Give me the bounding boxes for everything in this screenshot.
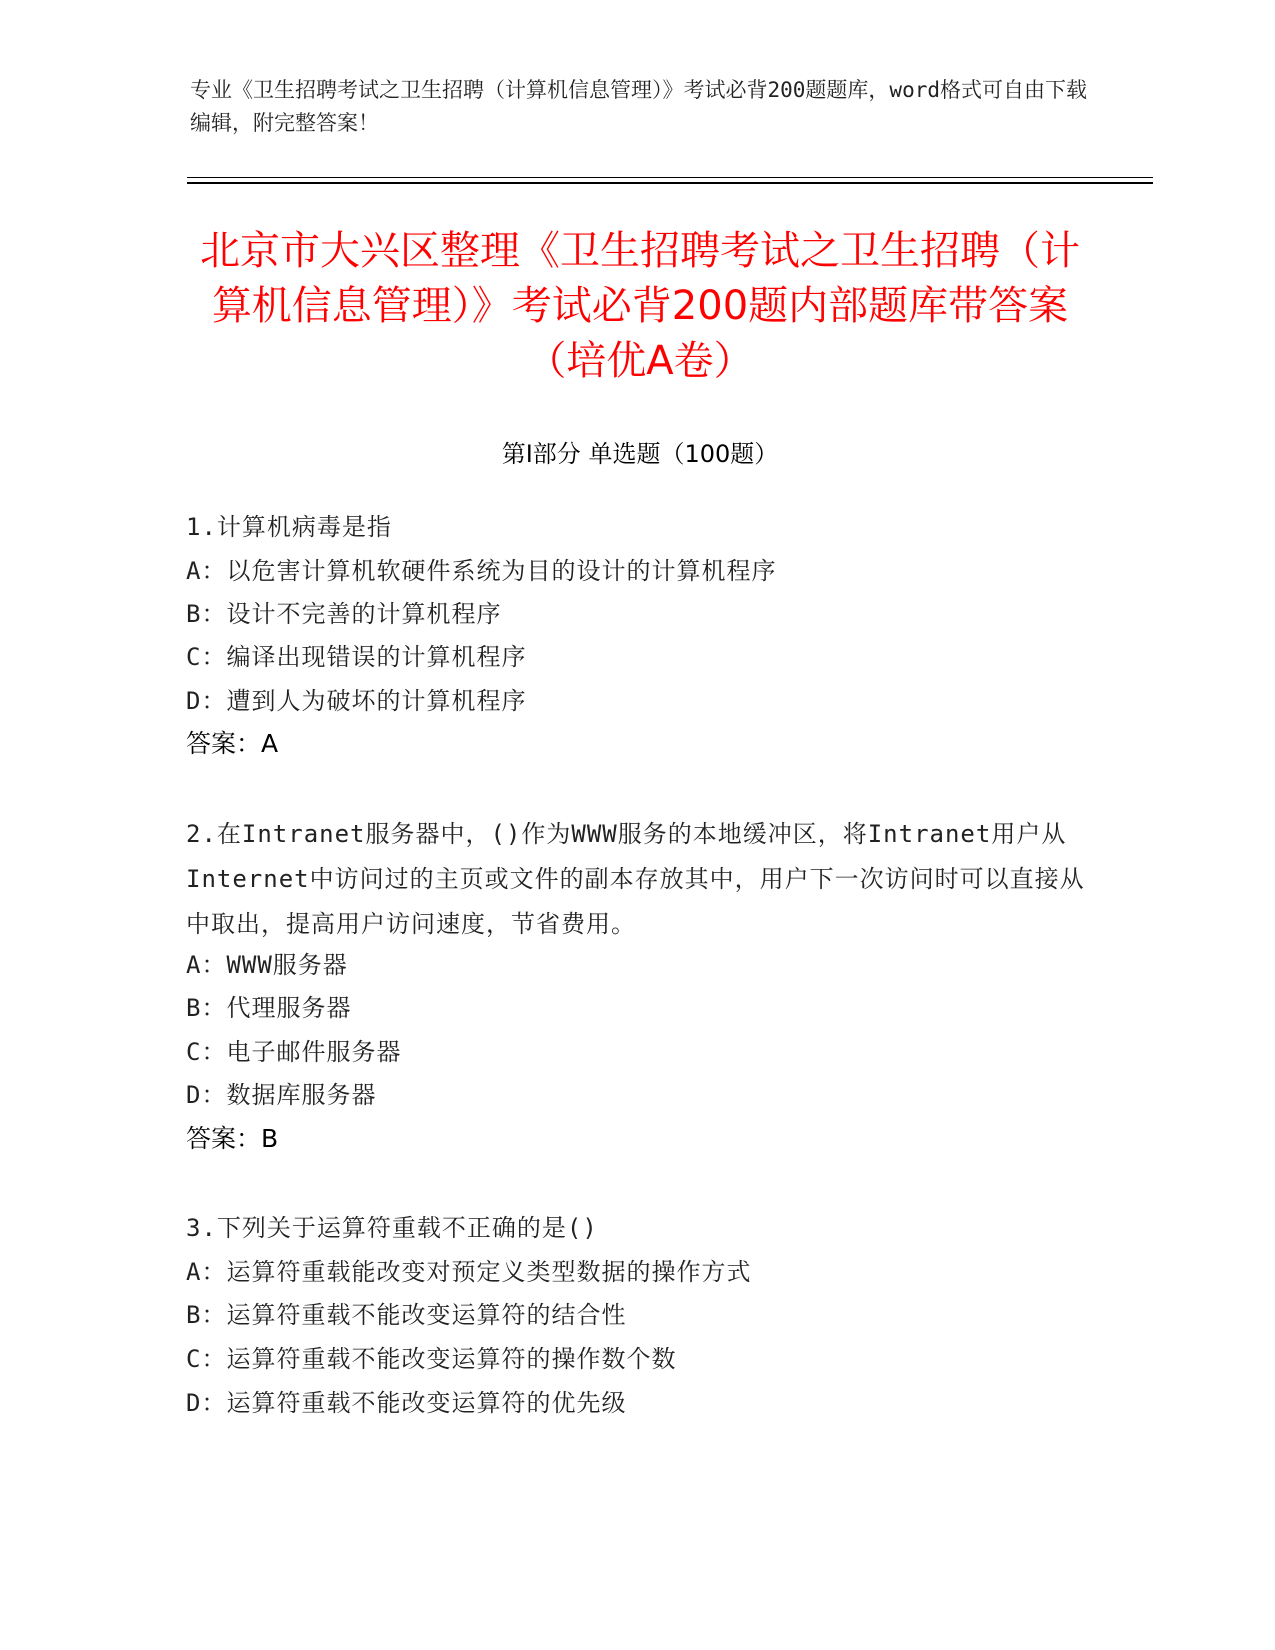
- question-1-answer: 答案：A: [186, 729, 279, 758]
- question-3-option-d: D：运算符重载不能改变运算符的优先级: [186, 1389, 627, 1417]
- question-1-option-b: B：设计不完善的计算机程序: [186, 600, 502, 628]
- header-divider-thick: [187, 182, 1153, 184]
- question-3-option-c: C：运算符重载不能改变运算符的操作数个数: [186, 1345, 677, 1373]
- question-2-option-c: C：电子邮件服务器: [186, 1038, 402, 1066]
- header-note: 专业《卫生招聘考试之卫生招聘（计算机信息管理）》考试必背200题题库，word格式可自由下载编辑，附完整答案！: [190, 78, 1087, 135]
- question-2-answer: 答案：B: [186, 1124, 279, 1153]
- header-divider-thin: [187, 177, 1153, 178]
- document-title: 北京市大兴区整理《卫生招聘考试之卫生招聘（计算机信息管理）》考试必背200题内部题库带答案（培优A卷）: [200, 228, 1080, 384]
- question-1-option-a: A：以危害计算机软硬件系统为目的设计的计算机程序: [186, 557, 777, 585]
- question-2-option-b: B：代理服务器: [186, 994, 352, 1022]
- question-1-option-c: C：编译出现错误的计算机程序: [186, 643, 527, 671]
- question-3-option-a: A：运算符重载能改变对预定义类型数据的操作方式: [186, 1258, 752, 1286]
- question-1-stem: 1.计算机病毒是指: [186, 513, 392, 541]
- question-3-stem: 3.下列关于运算符重载不正确的是(): [186, 1214, 598, 1242]
- section-heading: 第I部分 单选题（100题）: [501, 440, 779, 468]
- question-2-stem: 2.在Intranet服务器中，()作为WWW服务的本地缓冲区，将Intranet用户从Internet中访问过的主页或文件的副本存放其中，用户下一次访问时可以直接从中取出，提高用户访问速度，节省费用。: [186, 820, 1085, 938]
- question-2-option-a: A：WWW服务器: [186, 951, 348, 979]
- question-1-option-d: D：遭到人为破坏的计算机程序: [186, 687, 527, 715]
- question-2-option-d: D：数据库服务器: [186, 1081, 377, 1109]
- question-3-option-b: B：运算符重载不能改变运算符的结合性: [186, 1301, 627, 1329]
